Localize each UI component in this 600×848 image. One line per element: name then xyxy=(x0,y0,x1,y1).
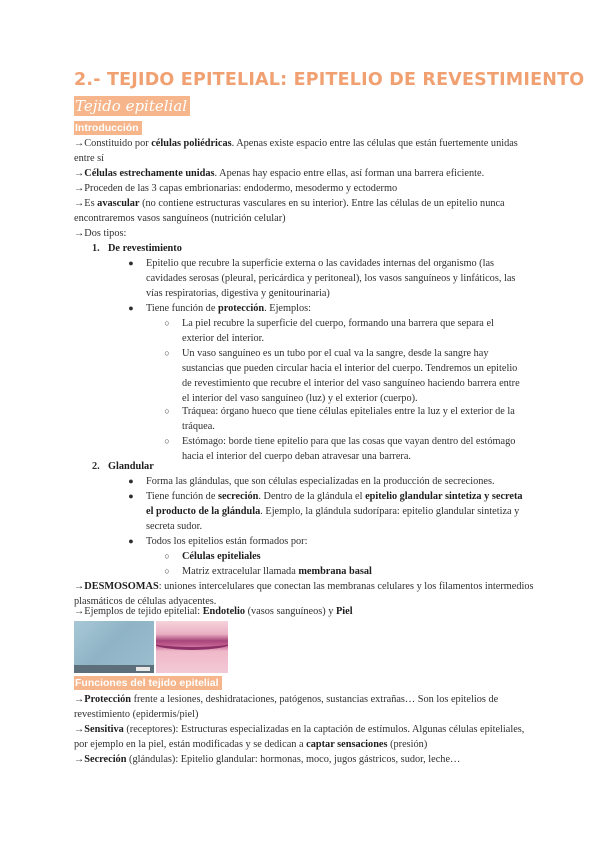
circle-bullet-icon: ○ xyxy=(164,348,170,358)
bullet-icon: ● xyxy=(128,258,134,268)
type-1-heading: 1. De revestimiento xyxy=(92,243,182,254)
intro-paragraph-1: →Constituido por células poliédricas. Apenas existe espacio entre las células que están fuertemente unidas entre sí xyxy=(74,138,518,164)
list-item: ● Todos los epitelios están formados por: xyxy=(146,534,526,549)
list-item: ● Tiene función de protección. Ejemplos: xyxy=(146,301,526,316)
page-title: 2.- TEJIDO EPITELIAL: EPITELIO DE REVESTIMIENTO xyxy=(74,70,585,90)
list-subitem: ○ Matriz extracelular llamada membrana basal xyxy=(182,564,526,579)
bullet-icon: ● xyxy=(128,536,134,546)
list-subitem: ○ Un vaso sanguíneo es un tubo por el cual va la sangre, desde la sangre hay sustancias que pueden circular hacia el interior del cuerpo. Tendremos un epitelio de revestimiento que recubre el interior del vaso sanguíneo haciendo barrera entre el interior del vaso sanguíneo (luz) y el exterior (cuerpo). xyxy=(182,346,526,406)
examples-paragraph: →Ejemplos de tejido epitelial: Endotelio (vasos sanguíneos) y Piel xyxy=(74,606,353,617)
functions-label: Funciones del tejido epitelial xyxy=(74,676,222,690)
list-subitem: ○ La piel recubre la superficie del cuerpo, formando una barrera que separa el exterior del interior. xyxy=(182,316,526,346)
list-subitem: ○ Células epiteliales xyxy=(182,549,526,564)
circle-bullet-icon: ○ xyxy=(164,436,170,446)
bullet-icon: ● xyxy=(128,491,134,501)
list-item: ● Forma las glándulas, que son células especializadas en la producción de secreciones. xyxy=(146,474,526,489)
section-subtitle: Tejido epitelial xyxy=(74,96,190,116)
circle-bullet-icon: ○ xyxy=(164,551,170,561)
bullet-icon: ● xyxy=(128,303,134,313)
type-2-heading: 2. Glandular xyxy=(92,461,154,472)
bullet-icon: ● xyxy=(128,476,134,486)
list-subitem: ○ Tráquea: órgano hueco que tiene células epiteliales entre la luz y el exterior de la tráquea. xyxy=(182,404,526,434)
intro-paragraph-4: →Es avascular (no contiene estructuras vasculares en su interior). Entre las células de un epitelio nunca encontraremos vasos sanguíneos (nutrición celular) xyxy=(74,198,505,224)
list-item: ● Epitelio que recubre la superficie externa o las cavidades internas del organismo (las cavidades serosas (pleural, pericárdica y peritoneal), los vasos sanguíneos y linfáticos, las vías respiratorias, digestiva y genitourinaria) xyxy=(146,256,526,301)
intro-paragraph-3: →Proceden de las 3 capas embrionarias: endodermo, mesodermo y ectodermo xyxy=(74,183,398,194)
function-sensitive: →Sensitiva (receptores): Estructuras especializadas en la captación de estímulos. Algunas células epiteliales, por ejemplo en la piel, están modificadas y se dedican a captar sensaciones (presión) xyxy=(74,724,525,750)
list-item: ● Tiene función de secreción. Dentro de la glándula el epitelio glandular sintetiza y secreta el producto de la glándula. Ejemplo, la glándula sudorípara: epitelio glandular sintetiza y secreta sudor. xyxy=(146,489,526,534)
intro-label: Introducción xyxy=(74,121,142,135)
circle-bullet-icon: ○ xyxy=(164,406,170,416)
intro-paragraph-5: →Dos tipos: xyxy=(74,228,127,239)
endothelium-micrograph xyxy=(74,621,154,673)
intro-paragraph-2: →Células estrechamente unidas. Apenas hay espacio entre ellas, así forman una barrera eficiente. xyxy=(74,168,485,179)
list-subitem: ○ Estómago: borde tiene epitelio para que las cosas que vayan dentro del estómago hacia el interior del cuerpo deban atravesar una barrera. xyxy=(182,434,526,464)
desmosomas-paragraph: →DESMOSOMAS: uniones intercelulares que conectan las membranas celulares y los filamentos intermedios plasmáticos de células adyacentes. xyxy=(74,581,534,607)
function-secretion: →Secreción (glándulas): Epitelio glandular: hormonas, moco, jugos gástricos, sudor, leche… xyxy=(74,754,461,765)
circle-bullet-icon: ○ xyxy=(164,318,170,328)
skin-micrograph xyxy=(156,621,228,673)
function-protection: →Protección frente a lesiones, deshidrataciones, patógenos, sustancias extrañas… Son los epitelios de revestimiento (epidermis/piel) xyxy=(74,694,499,720)
circle-bullet-icon: ○ xyxy=(164,566,170,576)
